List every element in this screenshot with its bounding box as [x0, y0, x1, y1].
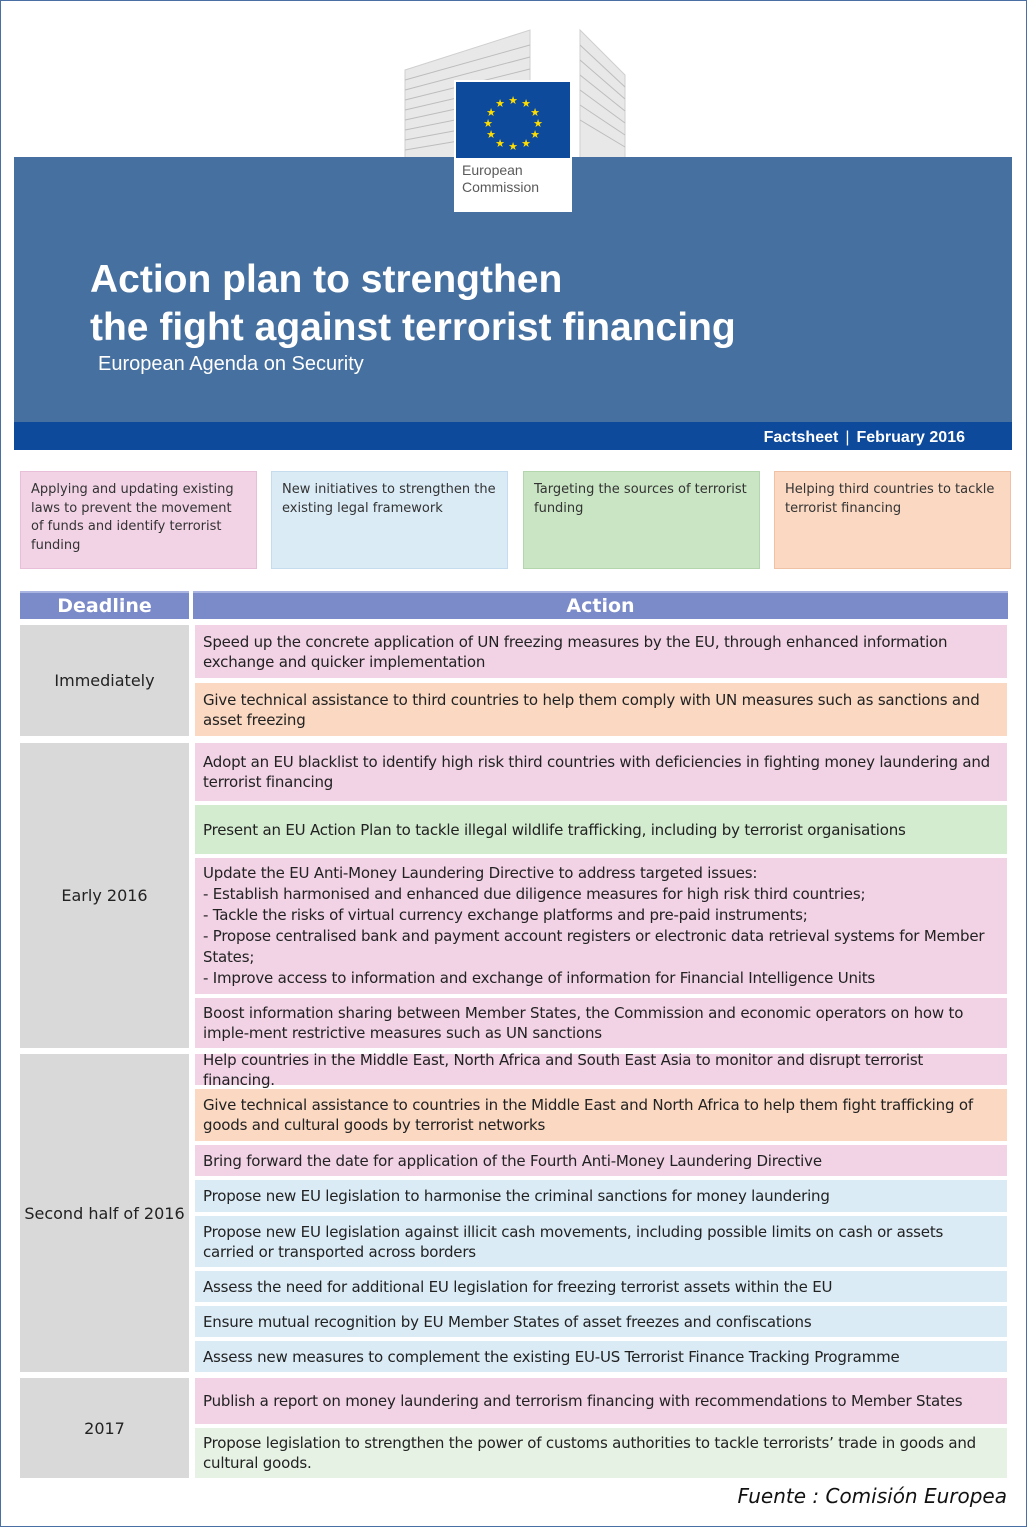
action-text: Publish a report on money laundering and terrorism financing with recommendations to Member States — [203, 1392, 963, 1410]
action-text: Bring forward the date for application of the Fourth Anti-Money Laundering Directive — [203, 1151, 822, 1170]
factsheet-label — [764, 429, 965, 447]
page-subtitle: European Agenda on Security — [98, 353, 364, 375]
svg-text:★: ★ — [530, 128, 540, 141]
action-cell — [195, 1271, 1007, 1302]
deadline-cell: 2017 — [20, 1378, 189, 1478]
deadline-cell: Immediately — [20, 625, 189, 736]
action-text: Propose new EU legislation to harmonise the criminal sanctions for money laundering — [203, 1187, 830, 1205]
svg-text:★: ★ — [508, 140, 518, 153]
legend-item: Applying and updating existing laws to prevent the movement of funds and identify terrorist funding — [20, 471, 257, 569]
legend-item: Helping third countries to tackle terrorist financing — [774, 471, 1011, 569]
svg-text:★: ★ — [495, 137, 505, 150]
action-cell — [195, 1180, 1007, 1212]
action-cell — [195, 1428, 1007, 1478]
svg-text:★: ★ — [521, 97, 531, 110]
action-text: Give technical assistance to countries in the Middle East and North Africa to help them fight trafficking of goods and cultural goods by terrorist networks — [203, 1096, 973, 1134]
svg-text:★: ★ — [495, 97, 505, 110]
action-cell — [195, 1089, 1007, 1141]
svg-text:★: ★ — [530, 106, 540, 119]
logo-line-2: Commission — [462, 179, 540, 195]
action-text: Propose legislation to strengthen the power of customs authorities to tackle terrorists’ trade in goods and cultural goods. — [203, 1434, 977, 1472]
page-title — [90, 256, 736, 352]
doc-date: February 2016 — [856, 429, 965, 446]
separator: | — [845, 429, 850, 446]
action-cell — [195, 683, 1007, 736]
eu-flag-icon — [456, 82, 570, 158]
action-text: Give technical assistance to third countries to help them comply with UN measures such as sanctions and asset freezing — [203, 690, 980, 729]
deadline-cell: Second half of 2016 — [20, 1054, 189, 1372]
action-cell — [195, 1306, 1007, 1337]
action-cell — [195, 1341, 1007, 1372]
action-cell — [195, 858, 1007, 994]
legend-item: Targeting the sources of terrorist funding — [523, 471, 760, 569]
title-line-2: the fight against terrorist financing — [90, 306, 736, 349]
action-text: Boost information sharing between Member States, the Commission and economic operators on how to imple-ment restrictive measures such as UN sanctions — [203, 1004, 964, 1042]
svg-text:★: ★ — [483, 117, 493, 130]
action-cell — [195, 1050, 1007, 1089]
action-text: Update the EU Anti-Money Laundering Directive to address targeted issues: - Establish harmonised and enhanced due diligence measures for high risk third countries; - Tackle the risks of virtual currency exchange platforms and pre-paid instruments; - Propose centralised bank and payment account registers or electronic data retrieval systems for Member States; - Improve access to information and exchange of information for Financial Intelligence Units — [203, 864, 985, 987]
logo-line-1: European — [462, 162, 523, 178]
action-cell — [195, 743, 1007, 801]
action-cell — [195, 1145, 1007, 1176]
deadline-header: Deadline — [20, 591, 189, 619]
action-cell — [195, 998, 1007, 1048]
action-text: Assess new measures to complement the existing EU-US Terrorist Finance Tracking Programme — [203, 1347, 900, 1366]
svg-text:★: ★ — [486, 106, 496, 119]
svg-text:★: ★ — [508, 94, 518, 107]
logo-wordmark — [462, 162, 539, 196]
action-text: Assess the need for additional EU legislation for freezing terrorist assets within the EU — [203, 1277, 833, 1296]
doc-type: Factsheet — [763, 429, 839, 446]
action-cell — [195, 1216, 1007, 1267]
action-text: Propose new EU legislation against illicit cash movements, including possible limits on cash or assets carried or transported across borders — [203, 1222, 944, 1261]
legend-item: New initiatives to strengthen the existing legal framework — [271, 471, 508, 569]
action-cell — [195, 805, 1007, 854]
svg-text:★: ★ — [533, 117, 543, 130]
svg-text:★: ★ — [521, 137, 531, 150]
action-text: Ensure mutual recognition by EU Member States of asset freezes and confiscations — [203, 1312, 812, 1331]
svg-text:★: ★ — [486, 128, 496, 141]
action-cell — [195, 625, 1007, 678]
source-credit: Fuente : Comisión Europea — [737, 1484, 1007, 1508]
action-cell — [195, 1378, 1007, 1424]
action-text: Present an EU Action Plan to tackle illegal wildlife trafficking, including by terrorist organisations — [203, 820, 906, 839]
action-text: Speed up the concrete application of UN freezing measures by the EU, through enhanced information exchange and quicker implementation — [203, 632, 948, 671]
action-header: Action — [193, 591, 1008, 619]
deadline-cell: Early 2016 — [20, 743, 189, 1048]
title-line-1: Action plan to strengthen — [90, 258, 563, 301]
action-text: Help countries in the Middle East, North Africa and South East Asia to monitor and disrupt terrorist financing. — [203, 1050, 924, 1089]
action-text: Adopt an EU blacklist to identify high risk third countries with deficiencies in fighting money laundering and terrorist financing — [203, 753, 990, 791]
ec-logo — [456, 82, 570, 210]
